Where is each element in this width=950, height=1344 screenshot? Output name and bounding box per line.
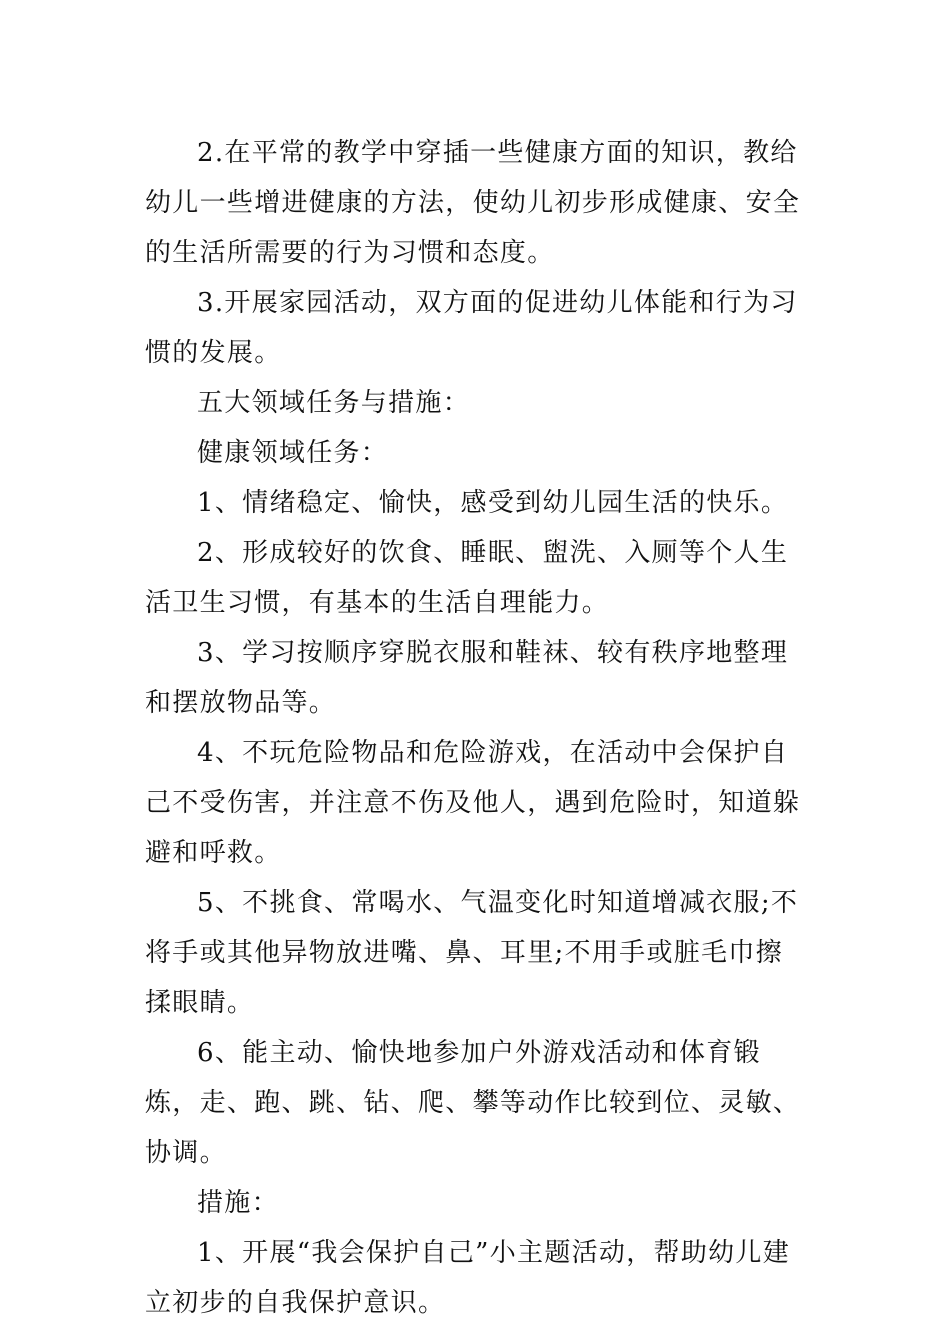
task-item-4: 4、不玩危险物品和危险游戏，在活动中会保护自己不受伤害，并注意不伤及他人，遇到危险时，知道躲避和呼救。 xyxy=(145,738,801,868)
section-heading-five-domains: 五大领域任务与措施： xyxy=(197,388,471,418)
section-heading-measures: 措施： xyxy=(197,1188,279,1218)
task-item-2: 2、形成较好的饮食、睡眠、盥洗、入厕等个人生活卫生习惯，有基本的生活自理能力。 xyxy=(145,538,789,618)
document-body xyxy=(145,128,810,1328)
paragraph-item-2-knowledge: 2.在平常的教学中穿插一些健康方面的知识，教给幼儿一些增进健康的方法，使幼儿初步形成健康、安全的生活所需要的行为习惯和态度。 xyxy=(145,138,801,268)
task-item-5: 5、不挑食、常喝水、气温变化时知道增减衣服;不将手或其他异物放进嘴、鼻、耳里;不用手或脏毛巾擦揉眼睛。 xyxy=(145,888,799,1018)
paragraph-item-3-home-activities: 3.开展家园活动，双方面的促进幼儿体能和行为习惯的发展。 xyxy=(145,288,798,368)
measure-item-1: 1、开展“我会保护自己”小主题活动，帮助幼儿建立初步的自我保护意识。 xyxy=(145,1238,791,1318)
task-item-1: 1、情绪稳定、愉快，感受到幼儿园生活的快乐。 xyxy=(197,488,789,518)
task-item-3: 3、学习按顺序穿脱衣服和鞋袜、较有秩序地整理和摆放物品等。 xyxy=(145,638,789,718)
section-heading-health-tasks: 健康领域任务： xyxy=(197,438,389,468)
task-item-6: 6、能主动、愉快地参加户外游戏活动和体育锻炼，走、跑、跳、钻、爬、攀等动作比较到位、灵敏、协调。 xyxy=(145,1038,801,1168)
